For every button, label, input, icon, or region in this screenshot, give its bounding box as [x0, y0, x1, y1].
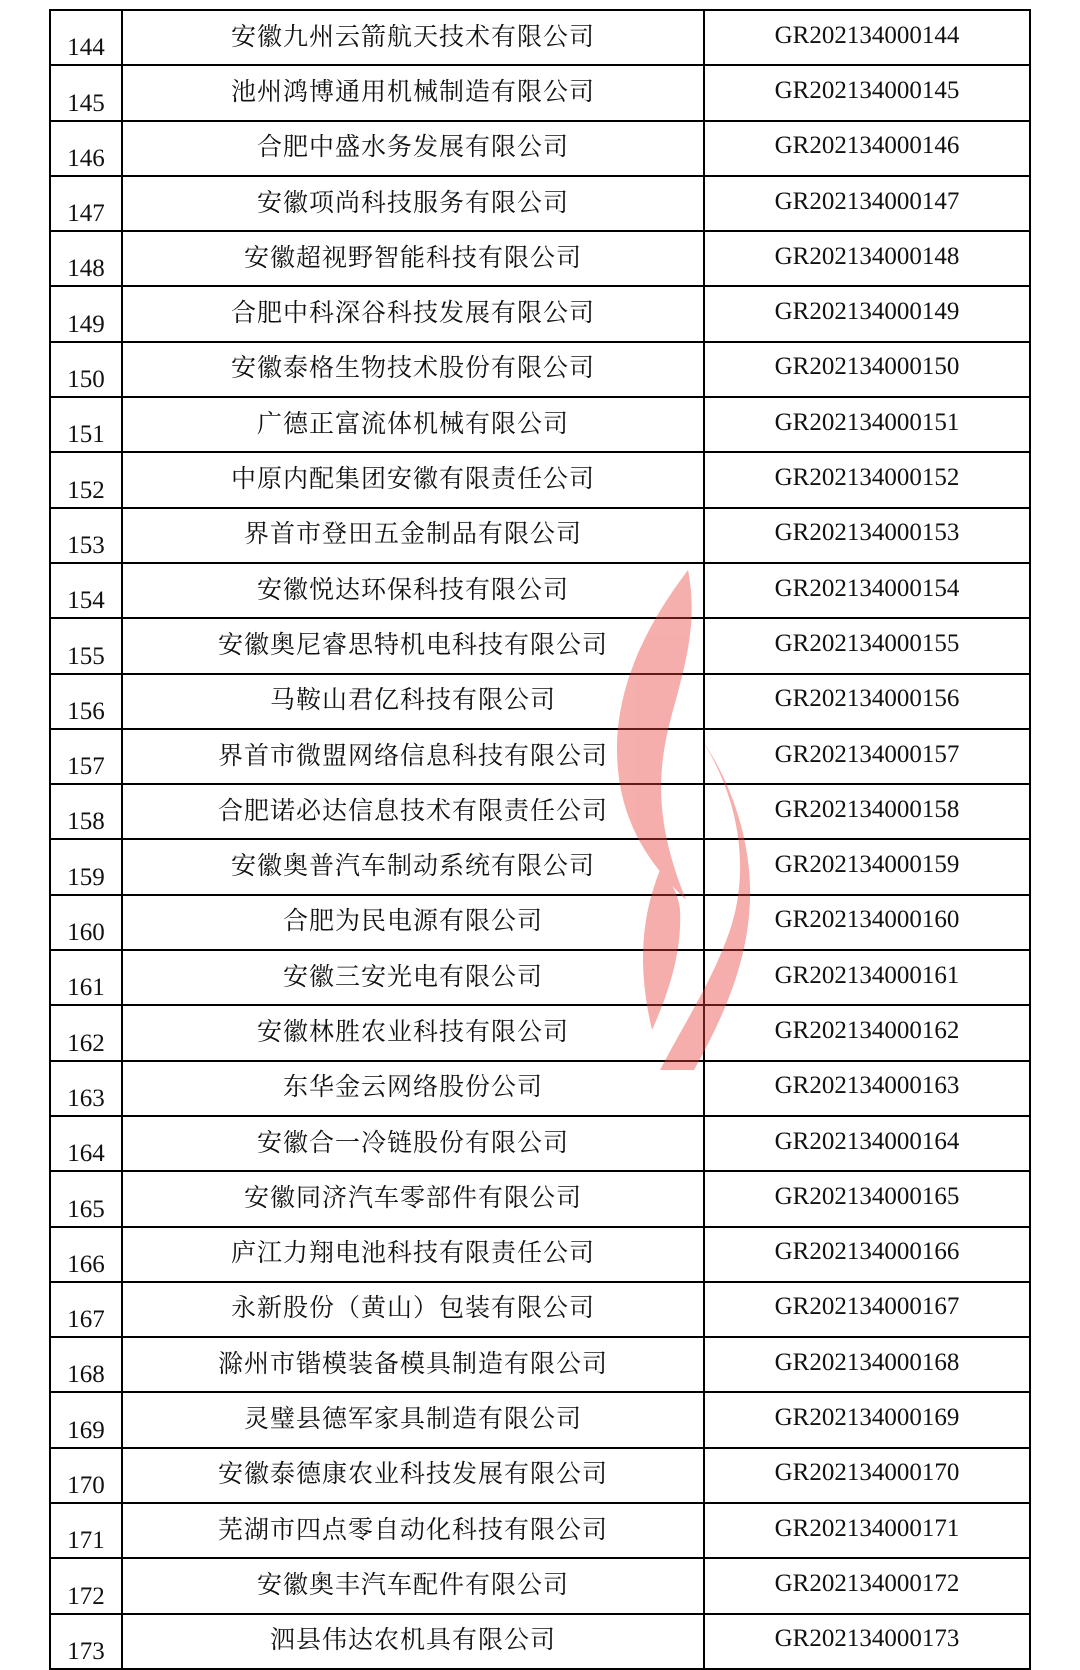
table-row	[50, 1392, 1030, 1447]
table-row	[50, 397, 1030, 452]
table-row	[50, 1448, 1030, 1503]
company-name-cell: 界首市登田五金制品有限公司	[122, 508, 704, 563]
certificate-code-cell: GR202134000160	[704, 895, 1030, 950]
certificate-code-cell: GR202134000167	[704, 1282, 1030, 1337]
row-number-cell: 169	[50, 1392, 122, 1447]
company-name-cell: 安徽九州云箭航天技术有限公司	[122, 10, 704, 65]
company-name-cell: 池州鸿博通用机械制造有限公司	[122, 65, 704, 120]
table-row	[50, 286, 1030, 341]
row-number-cell: 150	[50, 342, 122, 397]
company-name-cell: 安徽泰格生物技术股份有限公司	[122, 342, 704, 397]
row-number-cell: 155	[50, 618, 122, 673]
certificate-code-cell: GR202134000148	[704, 231, 1030, 286]
row-number-cell: 156	[50, 674, 122, 729]
company-name-cell: 泗县伟达农机具有限公司	[122, 1614, 704, 1669]
table-row	[50, 895, 1030, 950]
company-name-cell: 庐江力翔电池科技有限责任公司	[122, 1227, 704, 1282]
row-number-cell: 151	[50, 397, 122, 452]
certificate-code-cell: GR202134000146	[704, 121, 1030, 176]
row-number-cell: 154	[50, 563, 122, 618]
row-number-cell: 153	[50, 508, 122, 563]
table-row	[50, 1282, 1030, 1337]
company-name-cell: 界首市微盟网络信息科技有限公司	[122, 729, 704, 784]
row-number-cell: 172	[50, 1558, 122, 1613]
company-name-cell: 安徽林胜农业科技有限公司	[122, 1005, 704, 1060]
row-number-cell: 170	[50, 1448, 122, 1503]
certificate-code-cell: GR202134000150	[704, 342, 1030, 397]
row-number-cell: 173	[50, 1614, 122, 1669]
table-row	[50, 839, 1030, 894]
certificate-code-cell: GR202134000155	[704, 618, 1030, 673]
certificate-code-cell: GR202134000153	[704, 508, 1030, 563]
certificate-code-cell: GR202134000173	[704, 1614, 1030, 1669]
certificate-code-cell: GR202134000144	[704, 10, 1030, 65]
table-row	[50, 1061, 1030, 1116]
company-name-cell: 安徽悦达环保科技有限公司	[122, 563, 704, 618]
row-number-cell: 144	[50, 10, 122, 65]
enterprise-list-table	[49, 9, 1031, 1670]
table-row	[50, 231, 1030, 286]
table-row	[50, 1227, 1030, 1282]
company-name-cell: 合肥中科深谷科技发展有限公司	[122, 286, 704, 341]
certificate-code-cell: GR202134000165	[704, 1171, 1030, 1226]
table-row	[50, 1005, 1030, 1060]
table-row	[50, 950, 1030, 1005]
company-name-cell: 广德正富流体机械有限公司	[122, 397, 704, 452]
row-number-cell: 146	[50, 121, 122, 176]
table-body	[50, 10, 1030, 1669]
company-name-cell: 安徽项尚科技服务有限公司	[122, 176, 704, 231]
table-row	[50, 729, 1030, 784]
certificate-code-cell: GR202134000171	[704, 1503, 1030, 1558]
row-number-cell: 165	[50, 1171, 122, 1226]
row-number-cell: 161	[50, 950, 122, 1005]
table-row	[50, 674, 1030, 729]
table-row	[50, 452, 1030, 507]
certificate-code-cell: GR202134000151	[704, 397, 1030, 452]
company-name-cell: 永新股份（黄山）包装有限公司	[122, 1282, 704, 1337]
table-row	[50, 121, 1030, 176]
table-row	[50, 1558, 1030, 1613]
row-number-cell: 159	[50, 839, 122, 894]
company-name-cell: 东华金云网络股份公司	[122, 1061, 704, 1116]
row-number-cell: 149	[50, 286, 122, 341]
row-number-cell: 162	[50, 1005, 122, 1060]
company-name-cell: 安徽合一冷链股份有限公司	[122, 1116, 704, 1171]
certificate-code-cell: GR202134000166	[704, 1227, 1030, 1282]
row-number-cell: 157	[50, 729, 122, 784]
row-number-cell: 148	[50, 231, 122, 286]
certificate-code-cell: GR202134000169	[704, 1392, 1030, 1447]
table-row	[50, 1614, 1030, 1669]
row-number-cell: 158	[50, 784, 122, 839]
company-name-cell: 合肥诺必达信息技术有限责任公司	[122, 784, 704, 839]
company-name-cell: 合肥中盛水务发展有限公司	[122, 121, 704, 176]
company-name-cell: 安徽泰德康农业科技发展有限公司	[122, 1448, 704, 1503]
company-name-cell: 安徽奥丰汽车配件有限公司	[122, 1558, 704, 1613]
row-number-cell: 168	[50, 1337, 122, 1392]
company-name-cell: 灵璧县德军家具制造有限公司	[122, 1392, 704, 1447]
table-row	[50, 342, 1030, 397]
row-number-cell: 166	[50, 1227, 122, 1282]
certificate-code-cell: GR202134000172	[704, 1558, 1030, 1613]
company-name-cell: 安徽超视野智能科技有限公司	[122, 231, 704, 286]
row-number-cell: 147	[50, 176, 122, 231]
certificate-code-cell: GR202134000163	[704, 1061, 1030, 1116]
certificate-code-cell: GR202134000159	[704, 839, 1030, 894]
company-name-cell: 中原内配集团安徽有限责任公司	[122, 452, 704, 507]
company-name-cell: 安徽同济汽车零部件有限公司	[122, 1171, 704, 1226]
table-row	[50, 784, 1030, 839]
table-row	[50, 508, 1030, 563]
company-name-cell: 滁州市锴模装备模具制造有限公司	[122, 1337, 704, 1392]
certificate-code-cell: GR202134000145	[704, 65, 1030, 120]
row-number-cell: 167	[50, 1282, 122, 1337]
certificate-code-cell: GR202134000157	[704, 729, 1030, 784]
certificate-code-cell: GR202134000168	[704, 1337, 1030, 1392]
table-row	[50, 10, 1030, 65]
table-row	[50, 1503, 1030, 1558]
certificate-code-cell: GR202134000164	[704, 1116, 1030, 1171]
table-row	[50, 1337, 1030, 1392]
row-number-cell: 152	[50, 452, 122, 507]
company-name-cell: 安徽奥尼睿思特机电科技有限公司	[122, 618, 704, 673]
table-row	[50, 618, 1030, 673]
certificate-code-cell: GR202134000161	[704, 950, 1030, 1005]
table-row	[50, 176, 1030, 231]
certificate-code-cell: GR202134000149	[704, 286, 1030, 341]
row-number-cell: 164	[50, 1116, 122, 1171]
company-name-cell: 马鞍山君亿科技有限公司	[122, 674, 704, 729]
row-number-cell: 163	[50, 1061, 122, 1116]
row-number-cell: 171	[50, 1503, 122, 1558]
company-name-cell: 芜湖市四点零自动化科技有限公司	[122, 1503, 704, 1558]
certificate-code-cell: GR202134000152	[704, 452, 1030, 507]
table-row	[50, 563, 1030, 618]
company-name-cell: 安徽三安光电有限公司	[122, 950, 704, 1005]
certificate-code-cell: GR202134000154	[704, 563, 1030, 618]
certificate-code-cell: GR202134000162	[704, 1005, 1030, 1060]
certificate-code-cell: GR202134000170	[704, 1448, 1030, 1503]
company-name-cell: 合肥为民电源有限公司	[122, 895, 704, 950]
company-name-cell: 安徽奥普汽车制动系统有限公司	[122, 839, 704, 894]
certificate-code-cell: GR202134000158	[704, 784, 1030, 839]
certificate-code-cell: GR202134000147	[704, 176, 1030, 231]
table-row	[50, 1116, 1030, 1171]
table-row	[50, 65, 1030, 120]
certificate-code-cell: GR202134000156	[704, 674, 1030, 729]
row-number-cell: 145	[50, 65, 122, 120]
row-number-cell: 160	[50, 895, 122, 950]
table-row	[50, 1171, 1030, 1226]
